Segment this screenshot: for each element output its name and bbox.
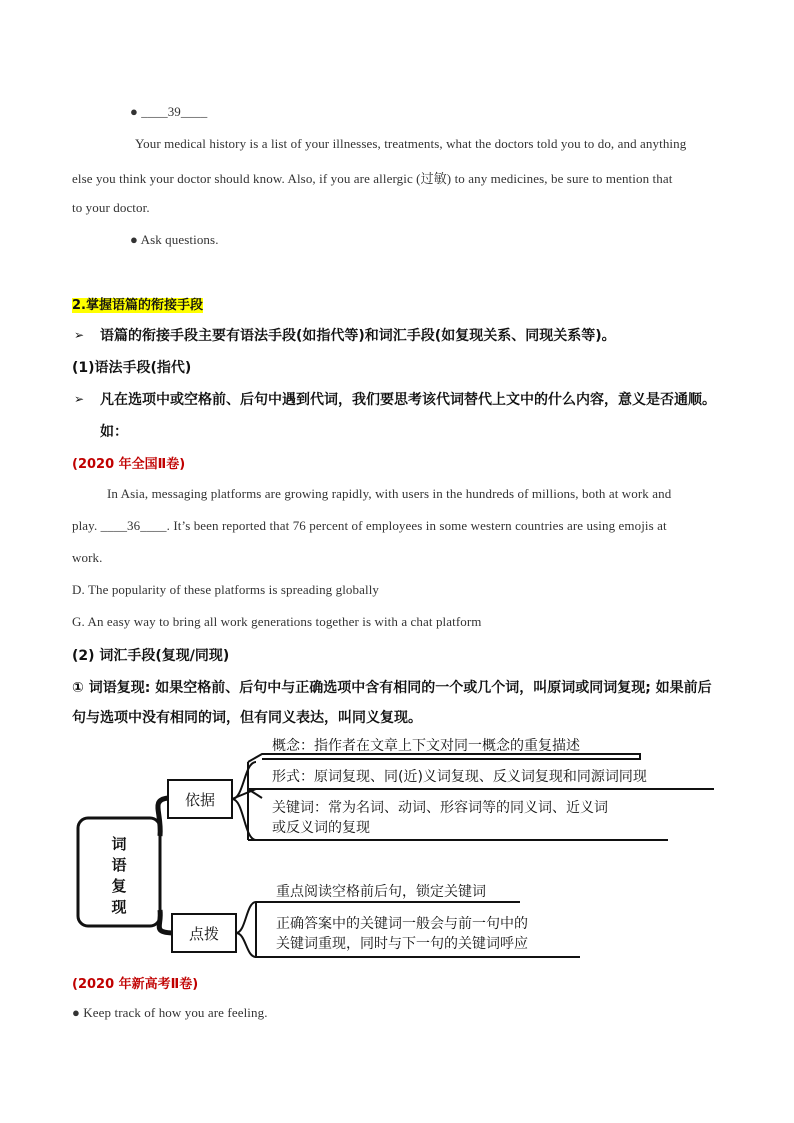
lexical-rule-text: 词语复现: 如果空格前、后句中与正确选项中含有相同的一个或几个词，叫原词或同词复现; 如果前后: [83, 680, 712, 696]
arrow-bullet-icon: ➢: [74, 392, 85, 406]
item-form: 形式：原词复现、同(近)义词复现、反义词复现和同源词同现: [272, 769, 647, 785]
item-answer-line1: 正确答案中的关键词一般会与前一句中的: [276, 916, 528, 932]
point-cohesion-means: 语篇的衔接手段主要有语法手段(如指代等)和词汇手段(如复现关系、同现关系等)。: [100, 328, 616, 344]
subheading-grammar: (1)语法手段(指代): [72, 360, 192, 376]
connector-b1-item3: [232, 799, 256, 840]
item-concept: 概念：指作者在文章上下文对同一概念的重复描述: [272, 738, 580, 754]
branch-label-tips: 点拨: [188, 925, 220, 943]
root-char: 词: [111, 835, 127, 853]
example-line: work.: [72, 550, 103, 565]
bullet-blank-39: ● ____39____: [130, 104, 208, 119]
item-focus: 重点阅读空格前后句，锁定关键词: [276, 884, 486, 900]
example-line: play. ____36____. It’s been reported that 76 percent of employees in some western countries are using emojis at: [72, 518, 667, 533]
paragraph-line: Your medical history is a list of your illnesses, treatments, what the doctors told you to do, and anything: [135, 136, 687, 151]
source-label: (2020 年全国Ⅱ卷): [72, 457, 186, 472]
item-answer-line2: 关键词重现，同时与下一句的关键词呼应: [276, 936, 528, 952]
bullet-ask-questions: ● Ask questions.: [130, 232, 219, 247]
connector-b2-item1: [236, 902, 256, 933]
option-d: D. The popularity of these platforms is spreading globally: [72, 582, 380, 597]
lexical-rule-line: 句与选项中没有相同的词，但有同义表达，叫同义复现。: [72, 710, 422, 726]
connector-root-branch1: [158, 798, 168, 836]
root-char: 语: [111, 856, 127, 874]
connector-root-branch2: [159, 910, 172, 933]
example-line: In Asia, messaging platforms are growing rapidly, with users in the hundreds of millions, both at work and: [107, 486, 672, 501]
paragraph-line: else you think your doctor should know. Also, if you are allergic (过敏) to any medicines, be sure to mention that: [72, 171, 673, 186]
item-keyword-line2: 或反义词的复现: [272, 820, 370, 836]
lexical-rule-line: [72, 677, 712, 697]
paragraph-line: to your doctor.: [72, 200, 150, 215]
section-heading: [72, 294, 203, 314]
example-intro: 如：: [100, 424, 128, 440]
point-pronoun: 凡在选项中或空格前、后句中遇到代词，我们要思考该代词替代上文中的什么内容，意义是否通顺。: [100, 392, 716, 408]
root-char: 复: [111, 877, 127, 895]
connector-b1-item2: [232, 789, 256, 799]
circle-number: ①: [72, 680, 84, 696]
root-char: 现: [111, 898, 127, 916]
mind-map-diagram: [0, 730, 794, 965]
subheading-lexical: (2) 词汇手段(复现/同现): [72, 648, 230, 664]
arrow-bullet-icon: ➢: [74, 328, 85, 342]
item-keyword-line1: 关键词：常为名词、动词、形容词等的同义词、近义词: [272, 800, 608, 816]
option-g: G. An easy way to bring all work generations together is with a chat platform: [72, 614, 482, 629]
connector-b2-item2: [236, 933, 256, 957]
source-label: (2020 年新高考Ⅱ卷): [72, 977, 199, 992]
section-heading-text: 2.掌握语篇的衔接手段: [72, 298, 203, 313]
bullet-keep-track: ● Keep track of how you are feeling.: [72, 1005, 268, 1020]
branch-label-basis: 依据: [184, 791, 216, 809]
